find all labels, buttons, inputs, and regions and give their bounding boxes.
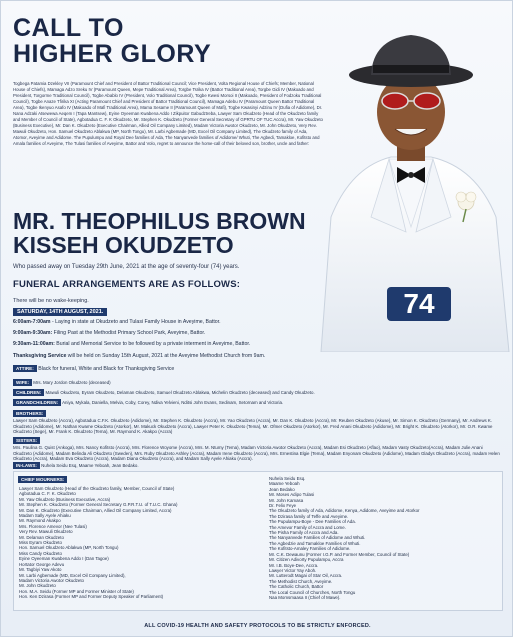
wife-line	[13, 379, 501, 386]
mourner-item: Mr. Yaw Okudzeto (Business Executive, Accra)	[19, 496, 111, 502]
mourner-item: Eyine Oyeeman Kwabena Addo I (Dan Tagoe)	[19, 556, 109, 562]
mourner-item: The Catholic Church, Battor	[269, 584, 324, 590]
mourner-item: Mr. Larbi Agbemade (MD, Excel Oil Company Limited),	[19, 572, 126, 578]
mourner-item: Mr. John Okudzeto	[19, 583, 56, 589]
mourner-item: Jean Bedako	[269, 486, 295, 492]
title-line-1: CALL TO	[13, 14, 124, 42]
mourner-item: Mr. Raymond Akakpo	[19, 518, 61, 524]
mourners-left-column	[19, 486, 254, 600]
mourner-item: The Nanyanvede Families of Adidome and Whuti.	[269, 535, 366, 541]
schedule-item	[13, 330, 383, 337]
mourner-item: Mr. John Kamasa	[269, 497, 304, 503]
mourner-item: Hon. Ken Dzirasa (Former MP and Former Deputy Speaker of Parliament)	[19, 594, 164, 600]
mourner-item: Mr. Lutterodt Magai of Star Oil, Accra.	[269, 573, 343, 579]
schedule-time: 9:30am-11:00am:	[13, 341, 55, 347]
event-date-bar: SATURDAY, 14TH AUGUST, 2021.	[13, 308, 107, 316]
grandchildren-line	[13, 399, 501, 406]
mourner-item: The Pisha Family of Accra and Ada.	[269, 530, 339, 536]
name-line-1: MR. THEOPHILUS BROWN	[13, 208, 306, 234]
chief-mourners-label: CHIEF MOURNERS:	[18, 476, 67, 483]
schedule-item	[13, 319, 383, 326]
mourners-right-column	[269, 476, 499, 600]
children-label: CHILDREN:	[13, 389, 44, 396]
mourner-item: Mr. Tagbiyi Yaw Akoto	[19, 567, 62, 573]
mourner-item: Hon. Samuel Okudzeto Ablakwa (MP, North Tongu)	[19, 545, 119, 551]
mourner-item: Mr. C.K. Dewaunu (Former I.G.P. and Former Member, Council of State)	[269, 551, 410, 557]
passing-date-text: Who passed away on Tuesday 29th June, 2021 at the age of seventy-four (74) years.	[13, 264, 240, 270]
mourner-item: Nuhela Seidu Esq.	[269, 476, 306, 481]
age-badge: 74	[387, 287, 451, 321]
grandchildren-text: Aniya, Mykala, Daniella, Melvia, Coby, Corey, Ndiva Yelvieni, Nditsi John Evans, Sedinam, Setornam and Victoria.	[62, 400, 284, 405]
brothers-text: Lawyer Sam Okudzeto (Accra), Agbotadua C.F.K. Okudzeto (Adidome), Mr. Stephen K. Okudzeto (Accra), Mr. Yao Okudzeto (Accra), Mr. Dan K. Okudzeto (Accra), Mr. Reuben Okudzeto (Akuse), Mr. Simon K. Okudzeto (Germany), Mr. Andrews K. Okudzeto (Adidome), Mr. Nathan Kwame Okudzeto (Atorkor), Mr. Makuck Okudzeto (Accra), Lawyer Peter K. Okudzeto (Tema), Mr. Ofmer Okudzeto (Atorkor), Mr. Fred Anani Okudzeto (Adidome), Mr. Bright K. Okudzeto (Atorkor), Mr. O.R. Kwame Okudzeto (Sege), Mr. Frank K. Okudzeto (Tema), Mr. Raymond K. Akakpo (Accra)	[13, 418, 493, 435]
attire-text: Black for funeral, White and Black for Thanksgiving Service	[38, 366, 175, 372]
wake-keeping-note: There will be no wake-keeping.	[13, 298, 89, 304]
schedule-time: 6:00am-7:00am	[13, 319, 51, 325]
attire-label: ATTIRE:	[13, 365, 37, 372]
name-line-2: KISSEH OKUDZETO	[13, 232, 234, 258]
inlaws-line	[13, 462, 501, 469]
mourner-item: Hon. M.A. Seidu (Former MP and Former Minister of State)	[19, 588, 134, 594]
sisters-text: Mrs. Paulina G. Quist (Ankoga), Mrs. Nancy Kofitsto (Accra), Mrs. Florence Woyome (Accra), Mrs. M. Ntumy (Tema), Madam Victoria Awotor Okudzeto (Accra), Madam Esi Okudzeto (Aflao), Madam Vasty Okudzeto(Accra), Madam Julie Anani Okudzeto (Adidome), Madam Belinda Ali Okudzeto (Sweden), Mrs. Ruby Okudzeto Ashley (Accra), Madam Irene Okudzeto (Accra), Mrs. Ernestina Elgie (Tema), Madam Enyonam Okudzeto (Adidome), Madam Gladys Okudzeto (Accra), madam Helen Okudzeto (Accra), Madam Eva Okudzeto (Accra), Madam Diana Okudzeto (Accra), and Madam Sally Ayele Ahiaku (Accra).	[13, 445, 500, 462]
grandchildren-label: GRANDCHILDREN:	[13, 399, 61, 406]
wife-text: Mrs. Mary Jordon Okudzeto (deceased)	[33, 380, 111, 385]
mourner-item: Naa Momsmaasa II (Chief of Mawe).	[269, 594, 341, 600]
schedule-item	[13, 353, 503, 360]
mourner-item: Mr. Delaman Okudzeto	[19, 534, 64, 540]
mourner-item: Mr. I.B. Boye-Dee, Accra.	[269, 562, 319, 568]
mourner-item: The Amevor Family of Accra and Lome.	[269, 524, 346, 530]
mourner-item: The Agbedzie and Tamakloe Families of Whuti.	[269, 540, 361, 546]
inlaws-label: IN-LAWS:	[13, 462, 40, 469]
sisters-label: SISTERS:	[13, 437, 40, 444]
wife-label: WIFE:	[13, 379, 32, 386]
chief-mourners-box	[13, 471, 503, 611]
mourner-item: Mr. Stephen K. Okudzeto (Former General Secretary G.P.R.T.U. of T.U.C. Ghana)	[19, 502, 178, 508]
page-title	[13, 15, 293, 67]
mourner-item: The Kofitsto-Amaley Families of Adidome.	[269, 546, 351, 552]
title-line-2: HIGHER GLORY	[13, 40, 212, 68]
mourner-item: Mrs. Florence Amevor (Nee Tulasi)	[19, 523, 87, 529]
children-line	[13, 389, 501, 396]
mourner-item: Madam Sally Ayele Ahiaku	[19, 513, 71, 519]
deceased-name	[13, 209, 343, 257]
mourner-item: Mr. Citizen Adivorty Pupulampu, Accra	[269, 557, 344, 563]
mourner-item: The Pupulampu-Boye - Dee Families of Ada.	[269, 519, 356, 525]
mourner-item: Madam Victoria Awotor Okudzeto	[19, 577, 84, 583]
mourner-item: Very Rev. Mawuli Okudzeto	[19, 529, 73, 535]
mourner-item: Dr. Felix Feye	[269, 503, 297, 509]
mourner-item: Miss Candy Okudzeto	[19, 550, 62, 556]
schedule-text: Burial and Memorial Service to be followed by a private interment in Aveyime, Battor.	[54, 341, 251, 347]
schedule-text: - Laying in state at Okudzeto and Tulasi Family House in Aveyime, Battor.	[50, 319, 221, 325]
mourner-item: Agbotadua C. F. K. Okudzeto	[19, 491, 76, 497]
schedule-text: will be held on Sunday 15th August, 2021 at the Aveyime Methodist Church from 9am.	[66, 353, 266, 359]
schedule-item	[13, 341, 393, 348]
funeral-arrangements-heading: FUNERAL ARRANGEMENTS ARE AS FOLLOWS:	[13, 279, 241, 290]
mourner-item: Maame Yeboah	[269, 481, 300, 487]
mourner-item: The Methodist Church, Aveyime.	[269, 578, 333, 584]
mourner-item: Miss Eyram Okudzeto	[19, 540, 62, 546]
mourner-item: Lawyer Victor Yay Aboh.	[269, 567, 317, 573]
mourner-item: The Okudzeto family of Ada, Adidome, Kenya, Adidome, Aveyime and Atorkor	[269, 508, 420, 514]
brothers-label: BROTHERS:	[13, 410, 46, 417]
children-text: Mawuli Okudzeto, Eyram Okudzeto, Delaman Okudzeto, Samuel Okudzeto Ablakwa, Michelin Okudzeto (deceased) and Candy Okudzeto.	[45, 390, 315, 395]
schedule-text: Filing Past at the Methodist Primary School Park, Aveyime, Battor.	[52, 330, 206, 336]
mourner-item: Mr. Moses Adipo Tulasi	[269, 492, 315, 498]
schedule-time: 9:00am-9:30am:	[13, 330, 53, 336]
covid-protocol-footer: ALL COVID-19 HEALTH AND SAFETY PROTOCOLS TO BE STRICTLY ENFORCED.	[144, 623, 371, 629]
schedule-time: Thanksgiving Service	[13, 353, 67, 359]
mourner-item: Lawyer Sam Okudzeto (Head of the Okudzeto family, Member, Council of State)	[19, 486, 175, 491]
inlaws-text: Nuhela Seidu Esq, Maame Yeboah, Jean Bedako.	[41, 463, 139, 468]
attire-line	[13, 365, 174, 373]
mourner-item: Hortator George Adevu	[19, 561, 65, 567]
announcement-intro: Togbega Patamia Dzekley VII (Paramount Chief and President of Battor Traditional Council; Vice President, Volta Regional House of Chiefs; Member, National House of Chiefs), Mamaga Adzo Sreku IV (Paramount Queen, Mepe Traditional Area), Torgbe Tsrika IV (Battor Traditional Area), Torgbe Gidi IV (Makoado and President, Torgorme Traditional Council), Togbe Abablo IV (President, Volo Traditional Council), Togbe Kwesi Morsoi II (Makoado, President of Fodzoku Traditional Council), Togbe Anaze Tfirika XI (Acting Paramount Chief and President of Battor Traditional Council), Mamaga Adebu IV (Paramount Queen Battor Traditional Area), Togbe Ikenyuo Asafo IV (Makoado of Mafi Traditional Area), Mama Sesame II (Paramount Queen of Mafi), Togbe Kwasinyi Adzinu IV (Dufia of Adidome), Dr. Nana Adzaki Atsewewa Aeqem I (Tapa Mantsew), Eyine Oyeeman Kwabena Addo I Zikpuitor Gabudztreba, Lawyer Sam Okudzeto (Head of the Okudzeto family and Member of Council of State), Agbotadua C. F. K Okudzeto, Mr. Stephen K. Okudzeto (Former General Secretary of GPRTU OF TUC Accra), Mr. Yaw Okudzeto (Business Executive), Mr. Dan K. Okudzeto (Executive Chairman, Allied Oil Company Limited), Madam Victoria Awotor Okudzeto, Mr. John Okudzeto, Very Rev. Mawuli Okudzeto, Hon. Samuel Okudzeto Ablakwa (MP, North Tongu), Mr. Larbi Agbemade (MD, Excel Oil Company Limited), The Okudzeto family of Ada, Atomor, Aveyime and Adidome. The Pupulumpu and Royal Dee families of Ada, The Nanyanvede families of Adidome/ Whuti, The Agbedi, Tamakloe, Kofitsto and Amala families of Aveyime, The Tulasi families of Aveyime, Battor and Volo, regret to announce the home-call of their beloved son, brother, uncle and father:	[13, 81, 323, 146]
mourner-item: The Local Council of Churches, North Tongu	[269, 589, 356, 595]
mourner-item: The Dzirasa family of Teffe and Aveyime.	[269, 513, 349, 519]
mourner-item: Mr. Dan K. Okudzeto (Executive Chairman, Allied Oil Company Limited, Accra)	[19, 507, 172, 513]
